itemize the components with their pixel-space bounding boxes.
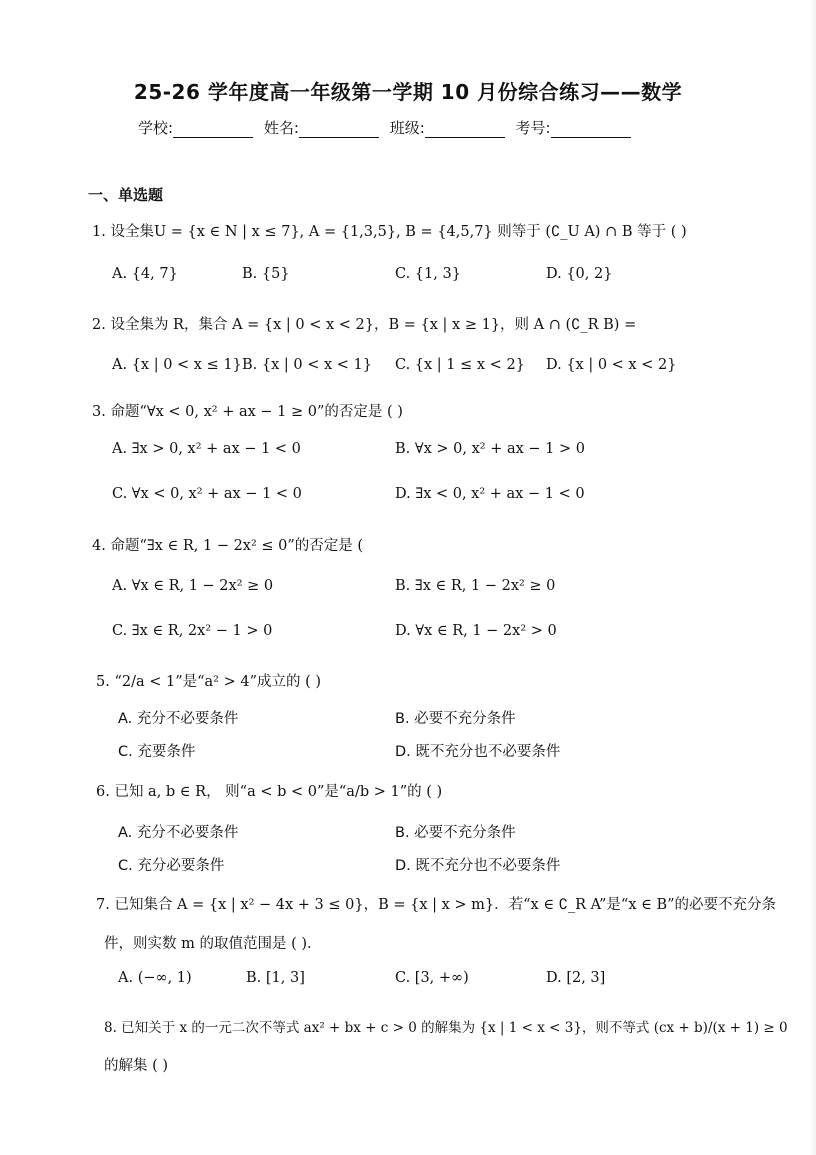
class-label: 班级: [389,119,425,137]
question-3-option-c: C. ∀x < 0, x² + ax − 1 < 0 [112,486,302,502]
question-5-option-b: B. 必要不充分条件 [395,711,516,727]
question-6-option-b: B. 必要不充分条件 [395,825,516,841]
question-5-stem: 5. “2/a < 1”是“a² > 4”成立的 ( ) [96,674,322,690]
question-2-option-d: D. {x | 0 < x < 2} [546,357,677,373]
number-label: 考号: [515,119,551,137]
exam-title: 25-26 学年度高一年级第一学期 10 月份综合练习——数学 [133,80,683,104]
question-7-option-a: A. (−∞, 1) [118,970,192,986]
question-1-option-d: D. {0, 2} [546,266,613,282]
question-1-option-c: C. {1, 3} [395,266,461,282]
student-info-row [138,117,637,138]
section-heading: 一、单选题 [88,186,164,204]
question-7-stem-continued: 件，则实数 m 的取值范围是 ( ). [104,936,312,952]
question-4-option-b: B. ∃x ∈ R, 1 − 2x² ≥ 0 [395,578,556,594]
question-6-option-c: C. 充分必要条件 [118,858,225,874]
question-4-option-c: C. ∃x ∈ R, 2x² − 1 > 0 [112,623,273,639]
question-2-option-c: C. {x | 1 ≤ x < 2} [395,357,525,373]
question-5-option-a: A. 充分不必要条件 [118,711,239,727]
question-3-option-d: D. ∃x < 0, x² + ax − 1 < 0 [395,486,585,502]
question-4-option-d: D. ∀x ∈ R, 1 − 2x² > 0 [395,623,557,639]
question-7-stem: 7. 已知集合 A = {x | x² − 4x + 3 ≤ 0}，B = {x | x > m}．若“x ∈ ∁_R A”是“x ∈ B”的必要不充分条 [96,897,777,913]
question-5-option-d: D. 既不充分也不必要条件 [395,744,561,760]
question-6-option-d: D. 既不充分也不必要条件 [395,858,561,874]
question-1-option-b: B. {5} [242,266,290,282]
school-label: 学校: [138,119,174,137]
question-8-stem: 8. 已知关于 x 的一元二次不等式 ax² + bx + c > 0 的解集为 {x | 1 < x < 3}，则不等式 (cx + b)/(x + 1) ≥ 0 [104,1020,788,1036]
question-7-option-d: D. [2, 3] [546,970,606,986]
question-6-option-a: A. 充分不必要条件 [118,825,239,841]
question-4-option-a: A. ∀x ∈ R, 1 − 2x² ≥ 0 [112,578,274,594]
question-6-stem: 6. 已知 a, b ∈ R， 则“a < b < 0”是“a/b > 1”的 ( ) [96,784,443,800]
question-1-option-a: A. {4, 7} [112,266,178,282]
question-3-stem: 3. 命题“∀x < 0, x² + ax − 1 ≥ 0”的否定是 ( ) [92,404,403,420]
question-1-stem: 1. 设全集U = {x ∈ N | x ≤ 7}, A = {1,3,5}, B = {4,5,7} 则等于 (∁_U A) ∩ B 等于 ( ) [92,224,687,240]
name-blank [299,121,379,138]
question-3-option-b: B. ∀x > 0, x² + ax − 1 > 0 [395,441,585,457]
question-2-stem: 2. 设全集为 R，集合 A = {x | 0 < x < 2}，B = {x | x ≥ 1}，则 A ∩ (∁_R B) = [92,317,637,333]
question-2-option-b: B. {x | 0 < x < 1} [242,357,372,373]
number-blank [551,121,631,138]
question-8-stem-continued: 的解集 ( ) [104,1058,169,1074]
question-2-option-a: A. {x | 0 < x ≤ 1} [112,357,242,373]
scan-edge-shadow [810,0,816,1155]
class-blank [425,121,505,138]
name-label: 姓名: [263,119,299,137]
question-5-option-c: C. 充要条件 [118,744,196,760]
question-4-stem: 4. 命题“∃x ∈ R, 1 − 2x² ≤ 0”的否定是 ( [92,538,364,554]
question-3-option-a: A. ∃x > 0, x² + ax − 1 < 0 [112,441,301,457]
question-7-option-b: B. [1, 3] [246,970,305,986]
question-7-option-c: C. [3, +∞) [395,970,469,986]
school-blank [173,121,253,138]
